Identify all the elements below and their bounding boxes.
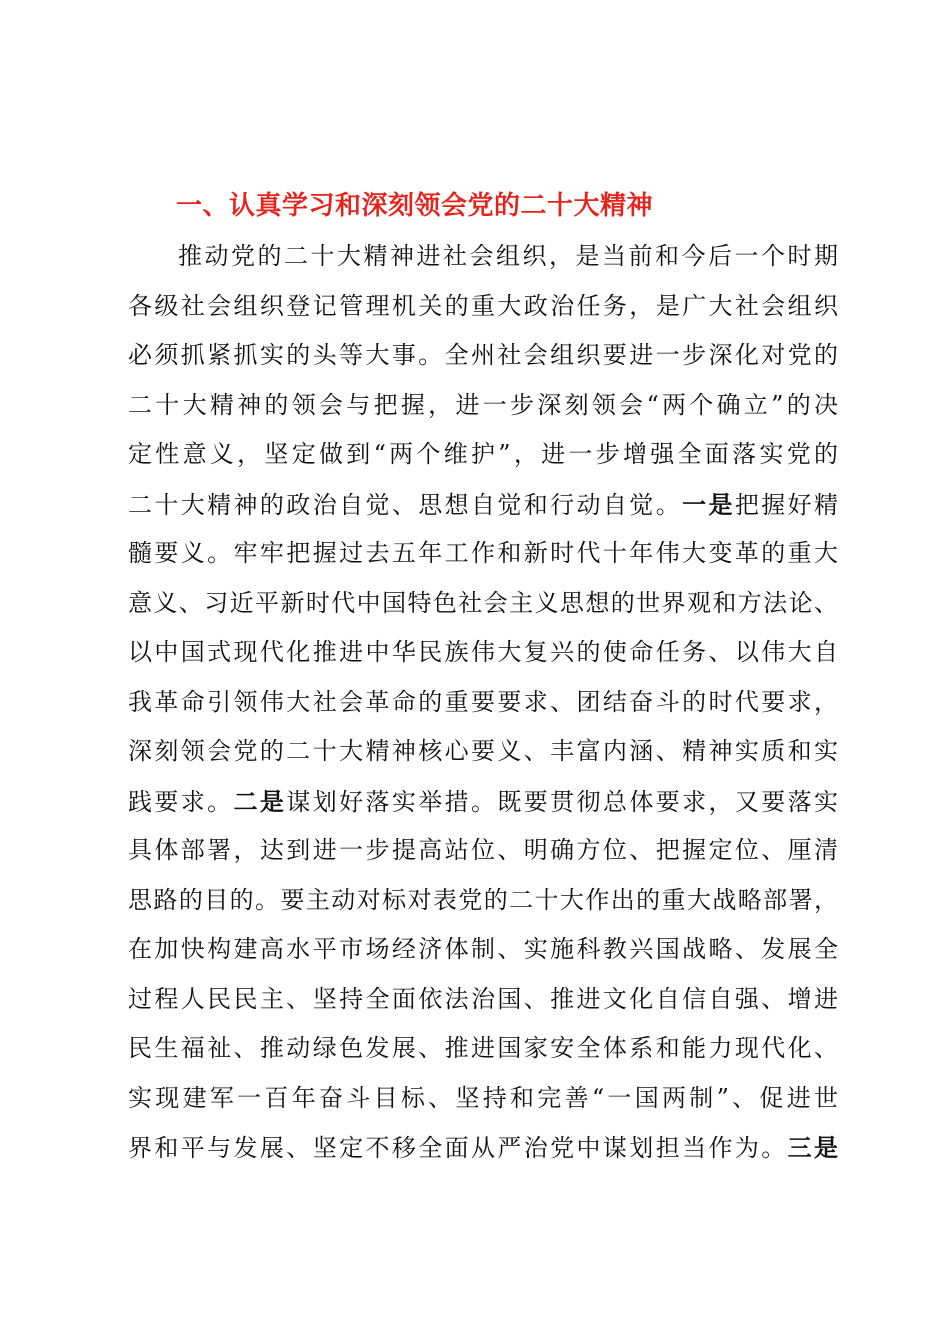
line-19-text: 界和平与发展、坚定不移全面从严治党中谋划担当作为。 (128, 1134, 788, 1162)
paragraph-line-8: 意义、习近平新时代中国特色社会主义思想的世界观和方法论、 (128, 588, 838, 617)
paragraph-line-12 (128, 777, 838, 827)
paragraph-line-16: 过程人民民主、坚持全面依法治国、推进文化自信自强、增进 (128, 984, 838, 1013)
point-one-label: 一是 (682, 489, 735, 519)
line-12-text: 践要求。 (128, 787, 234, 816)
line-6-tail: 把握好精 (734, 490, 839, 519)
line-6-text: 二十大精神的政治自觉、思想自觉和行动自觉。 (128, 490, 683, 519)
paragraph-line-13: 具体部署，达到进一步提高站位、明确方位、把握定位、厘清 (128, 836, 838, 864)
paragraph-line-9: 以中国式现代化推进中华民族伟大复兴的使命任务、以伟大自 (128, 638, 838, 666)
paragraph-line-4: 二十大精神的领会与把握，进一步深刻领会“两个确立”的决 (128, 390, 838, 419)
paragraph-line-1: 推动党的二十大精神进社会组织，是当前和今后一个时期 (178, 242, 838, 270)
paragraph-line-7: 髓要义。牢牢把握过去五年工作和新时代十年伟大变革的重大 (128, 539, 838, 567)
paragraph-line-2: 各级社会组织登记管理机关的重大政治任务，是广大社会组织 (128, 291, 838, 320)
point-three-label: 三是 (787, 1133, 839, 1162)
line-12-tail: 谋划好落实举措。既要贯彻总体要求，又要落实 (286, 787, 839, 816)
point-two-label: 二是 (233, 786, 287, 816)
paragraph-line-11: 深刻领会党的二十大精神核心要义、丰富内涵、精神实质和实 (128, 737, 838, 765)
body-paragraph (128, 232, 838, 1173)
paragraph-line-19 (128, 1123, 838, 1173)
paragraph-line-17: 民生福祉、推动绿色发展、推进国家安全体系和能力现代化、 (128, 1034, 838, 1062)
paragraph-line-3: 必须抓紧抓实的头等大事。全州社会组织要进一步深化对党的 (128, 341, 838, 369)
paragraph-line-10: 我革命引领伟大社会革命的重要要求、团结奋斗的时代要求， (128, 687, 838, 716)
paragraph-line-18: 实现建军一百年奋斗目标、坚持和完善“一国两制”、促进世 (128, 1083, 838, 1112)
paragraph-line-5: 定性意义，坚定做到“两个维护”，进一步增强全面落实党的 (128, 440, 838, 468)
paragraph-line-14: 思路的目的。要主动对标对表党的二十大作出的重大战略部署， (128, 885, 838, 914)
paragraph-line-6 (128, 480, 838, 530)
paragraph-line-15: 在加快构建高水平市场经济体制、实施科教兴国战略、发展全 (128, 935, 838, 963)
section-heading: 一、认真学习和深刻领会党的二十大精神 (176, 191, 654, 221)
